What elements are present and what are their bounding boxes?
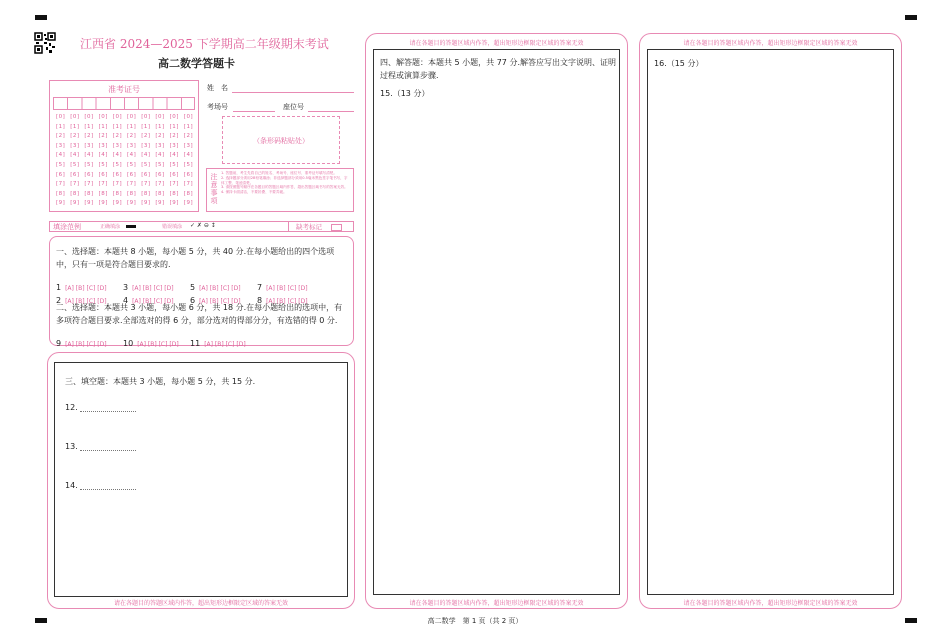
id-digit-bubble[interactable]: [6] — [155, 171, 165, 178]
question-number: 5 — [190, 283, 196, 292]
answer-options[interactable]: [A] [B] [C] [D] — [204, 341, 246, 348]
id-number-title: 准考证号 — [108, 85, 140, 94]
id-digit-bubble[interactable]: [0] — [169, 114, 179, 120]
id-digit-bubble[interactable]: [8] — [127, 190, 137, 197]
id-number-box — [49, 80, 199, 212]
q14-blank[interactable] — [80, 489, 136, 490]
id-digit-bubble[interactable]: [8] — [112, 190, 123, 197]
notice-list — [221, 171, 351, 195]
notice-item: 4. 保持卡面清洁，不要折叠、不要弄破。 — [221, 190, 287, 195]
q16-label: 16.（15 分） — [654, 59, 704, 68]
id-digit-cells[interactable] — [53, 97, 195, 110]
id-digit-bubble[interactable]: [8] — [84, 190, 94, 197]
id-digit-bubble[interactable]: [5] — [84, 162, 94, 168]
question-number: 7 — [257, 283, 263, 292]
id-digit-bubble[interactable]: [1] — [70, 123, 80, 130]
id-digit-bubble[interactable]: [8] — [183, 190, 194, 197]
section1-title: 一、选择题：本题共 8 小题，每小题 5 分，共 40 分.在每小题给出的四个选项中，只有一项是符合题目要求的. — [56, 247, 335, 269]
id-digit-bubble[interactable]: [7] — [141, 181, 151, 188]
id-digit-bubble[interactable]: [0] — [141, 114, 151, 120]
divider — [288, 221, 289, 232]
id-digit-bubble[interactable]: [3] — [98, 142, 108, 149]
answer-options[interactable]: [A] [B] [C] [D] — [65, 298, 107, 305]
barcode-area[interactable] — [222, 116, 340, 164]
alignment-mark — [905, 15, 917, 20]
id-digit-bubble[interactable]: [3] — [127, 142, 137, 149]
id-digit-bubble[interactable]: [6] — [141, 171, 151, 178]
id-digit-bubble[interactable]: [9] — [183, 200, 194, 207]
id-digit-bubble[interactable]: [9] — [98, 200, 108, 207]
answer-options[interactable]: [A] [B] [C] [D] — [137, 341, 179, 348]
q15-label: 15.（13 分） — [380, 89, 430, 98]
id-digit-bubble[interactable]: [7] — [56, 181, 66, 188]
correct-fill-sample — [126, 225, 136, 228]
section2-title: 二、选择题：本题共 3 小题，每小题 6 分，共 18 分.在每小题给出的选项中，有多项符合题目要求.全部选对的得 6 分，部分选对的得部分分，有选错的得 0 分. — [56, 303, 343, 325]
id-digit-bubble[interactable]: [4] — [141, 152, 151, 159]
warning-text: 请在各题目的答题区域内作答，超出矩形边框限定区域的答案无效 — [409, 40, 584, 47]
fill-example-bar — [49, 221, 354, 232]
id-digit-bubble[interactable]: [2] — [70, 133, 80, 140]
answer-options[interactable]: [A] [B] [C] [D] — [65, 285, 107, 292]
q12-label: 12. — [65, 403, 78, 412]
fill-in-answer-area[interactable] — [54, 362, 348, 597]
correct-fill-label: 正确填涂 — [100, 224, 121, 230]
name-field[interactable] — [232, 92, 354, 93]
question-number: 3 — [123, 283, 129, 292]
question-number: 6 — [190, 296, 196, 305]
id-digit-bubble[interactable]: [2] — [112, 133, 123, 140]
question-number: 4 — [123, 296, 129, 305]
section3-title: 三、填空题：本题共 3 小题，每小题 5 分，共 15 分. — [65, 377, 256, 386]
id-digit-bubble[interactable]: [1] — [98, 123, 108, 130]
id-digit-bubble[interactable]: [3] — [183, 142, 194, 149]
id-digit-bubble[interactable]: [5] — [70, 162, 80, 168]
notice-box — [206, 168, 354, 212]
id-digit-bubble[interactable]: [2] — [183, 133, 194, 140]
room-field[interactable] — [233, 111, 275, 112]
q12-blank[interactable] — [80, 411, 136, 412]
choice-question[interactable] — [56, 331, 107, 350]
id-digit-bubble[interactable]: [9] — [155, 200, 165, 207]
id-digit-bubble[interactable]: [7] — [183, 181, 194, 188]
id-digit-bubble[interactable]: [6] — [98, 171, 108, 178]
question-number: 2 — [56, 296, 62, 305]
id-digit-bubble[interactable]: [3] — [141, 142, 151, 149]
id-digit-bubble[interactable]: [3] — [84, 142, 94, 149]
id-digit-bubble[interactable]: [8] — [141, 190, 151, 197]
question-number: 10 — [123, 339, 134, 348]
id-digit-bubble[interactable]: [6] — [169, 171, 179, 178]
id-digit-bubble[interactable]: [3] — [70, 142, 80, 149]
id-digit-bubble[interactable]: [5] — [127, 162, 137, 168]
q13-blank[interactable] — [80, 450, 136, 451]
id-digit-bubble[interactable]: [9] — [127, 200, 137, 207]
answer-options[interactable]: [A] [B] [C] [D] — [199, 285, 241, 292]
id-digit-bubble[interactable]: [8] — [56, 190, 66, 197]
wrong-fill-label: 错误填涂 — [162, 224, 183, 230]
id-digit-bubble[interactable]: [2] — [98, 133, 108, 140]
id-digit-bubble[interactable]: [2] — [169, 133, 179, 140]
id-digit-bubble[interactable]: [1] — [169, 123, 179, 130]
answer-options[interactable]: [A] [B] [C] [D] — [266, 298, 308, 305]
id-digit-bubble[interactable]: [5] — [155, 162, 165, 168]
section4-title: 四、解答题：本题共 5 小题，共 77 分.解答应写出文字说明、证明过程或演算步骤. — [380, 58, 616, 80]
id-digit-bubble[interactable]: [7] — [169, 181, 179, 188]
choice-question[interactable] — [190, 331, 246, 350]
qr-code-icon — [34, 32, 56, 54]
absent-mark-label: 缺考标记 — [296, 223, 322, 231]
id-digit-bubble[interactable]: [5] — [141, 162, 151, 168]
id-digit-bubble[interactable]: [9] — [56, 200, 66, 207]
id-digit-bubble[interactable]: [1] — [141, 123, 151, 130]
id-digit-bubble[interactable]: [9] — [112, 200, 123, 207]
id-digit-bubble[interactable]: [0] — [84, 114, 94, 120]
notice-item: 2. 选择题部分须用2B铅笔填涂；非选择题部分须用0.5毫米黑色签字笔书写，字体工整、笔迹清楚。 — [221, 175, 348, 185]
id-digit-bubble[interactable]: [5] — [112, 162, 123, 168]
choice-question[interactable] — [123, 331, 179, 350]
warning-text: 请在各题目的答题区域内作答，超出矩形边框限定区域的答案无效 — [683, 40, 858, 47]
id-digit-bubble[interactable]: [3] — [169, 142, 179, 149]
q13-label: 13. — [65, 442, 78, 451]
id-digit-bubble[interactable]: [8] — [98, 190, 108, 197]
id-digit-bubble[interactable]: [1] — [155, 123, 165, 130]
id-digit-bubble[interactable]: [0] — [183, 114, 194, 120]
id-digit-bubble[interactable]: [8] — [155, 190, 165, 197]
id-digit-bubble[interactable]: [7] — [155, 181, 165, 188]
id-digit-bubble[interactable]: [1] — [56, 123, 66, 130]
id-digit-bubble[interactable]: [6] — [112, 171, 123, 178]
id-digit-bubble[interactable]: [6] — [127, 171, 137, 178]
page-footer: 高二数学 第 1 页（共 2 页） — [427, 617, 523, 625]
id-digit-bubble[interactable]: [9] — [84, 200, 94, 207]
id-digit-bubble[interactable]: [5] — [56, 162, 66, 168]
answer-options[interactable]: [A] [B] [C] [D] — [199, 298, 241, 305]
id-digit-bubble[interactable]: [4] — [127, 152, 137, 159]
id-digit-bubble[interactable]: [3] — [56, 142, 66, 149]
wrong-fill-samples: ✓ ✗ ⊖ ↕ — [190, 222, 216, 229]
right-panel — [639, 33, 902, 609]
id-digit-bubble[interactable]: [7] — [70, 181, 80, 188]
choice-section — [49, 236, 354, 346]
id-digit-bubble[interactable]: [0] — [98, 114, 108, 120]
seat-field[interactable] — [308, 111, 354, 112]
id-digit-bubble[interactable]: [6] — [183, 171, 194, 178]
seat-label: 座位号 — [283, 103, 304, 111]
id-digit-bubble[interactable]: [4] — [98, 152, 108, 159]
question-number: 9 — [56, 339, 62, 348]
id-digit-bubble[interactable]: [2] — [56, 133, 66, 140]
question-number: 8 — [257, 296, 263, 305]
question-number: 11 — [190, 339, 201, 348]
id-digit-bubble[interactable]: [0] — [112, 114, 123, 120]
answer-options[interactable]: [A] [B] [C] [D] — [132, 298, 174, 305]
id-digit-bubble[interactable]: [2] — [155, 133, 165, 140]
id-digit-bubble[interactable]: [7] — [98, 181, 108, 188]
id-digit-bubble[interactable]: [0] — [70, 114, 80, 120]
id-digit-bubble[interactable]: [1] — [183, 123, 194, 130]
warning-text: 请在各题目的答题区域内作答，超出矩形边框限定区域的答案无效 — [113, 600, 288, 607]
id-digit-bubble[interactable]: [4] — [155, 152, 165, 159]
id-digit-bubble[interactable]: [6] — [84, 171, 94, 178]
id-digit-bubble[interactable]: [9] — [70, 200, 80, 207]
id-digit-bubble[interactable]: [1] — [84, 123, 94, 130]
q16-answer-area[interactable] — [647, 49, 894, 595]
exam-title: 江西省 2024—2025 下学期高二年级期末考试 — [80, 37, 329, 51]
notice-item: 3. 请按照题号顺序在各题目的答题区域内作答，超出答题区域书写的答案无效。 — [221, 185, 348, 190]
id-digit-bubble[interactable]: [6] — [70, 171, 80, 178]
id-digit-bubble[interactable]: [0] — [155, 114, 165, 120]
absent-checkbox[interactable] — [331, 224, 342, 231]
id-digit-bubble[interactable]: [5] — [169, 162, 179, 168]
section4-answer-area[interactable] — [373, 49, 620, 595]
id-digit-bubble[interactable]: [4] — [70, 152, 80, 159]
id-digit-bubble[interactable]: [3] — [112, 142, 123, 149]
id-digit-bubble[interactable]: [1] — [127, 123, 137, 130]
middle-panel — [365, 33, 628, 609]
id-digit-bubble[interactable]: [9] — [169, 200, 179, 207]
id-digit-bubble[interactable]: [0] — [127, 114, 137, 120]
sheet-subtitle: 高二数学答题卡 — [158, 57, 235, 70]
id-digit-bubble[interactable]: [1] — [112, 123, 123, 130]
barcode-label: （条形码粘贴处） — [253, 137, 309, 145]
answer-options[interactable]: [A] [B] [C] [D] — [266, 285, 308, 292]
id-digit-bubble[interactable]: [9] — [141, 200, 151, 207]
id-digit-bubble[interactable]: [7] — [112, 181, 123, 188]
id-digit-bubble[interactable]: [2] — [127, 133, 137, 140]
id-digit-bubble[interactable]: [7] — [84, 181, 94, 188]
room-label: 考场号 — [207, 103, 228, 111]
fill-in-panel — [47, 352, 355, 609]
name-label: 姓 名 — [207, 84, 228, 92]
answer-options[interactable]: [A] [B] [C] [D] — [65, 341, 107, 348]
question-number: 1 — [56, 283, 62, 292]
id-digit-bubble[interactable]: [4] — [84, 152, 94, 159]
id-digit-bubble[interactable]: [4] — [169, 152, 179, 159]
id-digit-bubble[interactable]: [6] — [56, 171, 66, 178]
notice-item: 1. 答题前，考生先将自己的姓名、考场号、座位号、准考证号填写清楚。 — [221, 171, 337, 175]
id-digit-bubble[interactable]: [2] — [141, 133, 151, 140]
id-digit-bubble[interactable]: [4] — [112, 152, 123, 159]
answer-options[interactable]: [A] [B] [C] [D] — [132, 285, 174, 292]
id-digit-bubble[interactable]: [4] — [56, 152, 66, 159]
fill-example-label: 填涂范例 — [53, 223, 81, 231]
id-digit-bubble[interactable]: [8] — [169, 190, 179, 197]
alignment-mark — [35, 15, 47, 20]
id-digit-bubble[interactable]: [4] — [183, 152, 194, 159]
id-digit-bubble[interactable]: [5] — [183, 162, 194, 168]
id-digit-bubble[interactable]: [5] — [98, 162, 108, 168]
warning-text: 请在各题目的答题区域内作答，超出矩形边框限定区域的答案无效 — [409, 600, 584, 607]
id-digit-bubble[interactable]: [0] — [56, 114, 66, 120]
warning-text: 请在各题目的答题区域内作答，超出矩形边框限定区域的答案无效 — [683, 600, 858, 607]
notice-title: 注意事项 — [210, 173, 218, 205]
id-digit-bubble[interactable]: [2] — [84, 133, 94, 140]
id-digit-bubble[interactable]: [3] — [155, 142, 165, 149]
id-digit-bubble[interactable]: [8] — [70, 190, 80, 197]
id-digit-bubble[interactable]: [7] — [127, 181, 137, 188]
q14-label: 14. — [65, 481, 78, 490]
